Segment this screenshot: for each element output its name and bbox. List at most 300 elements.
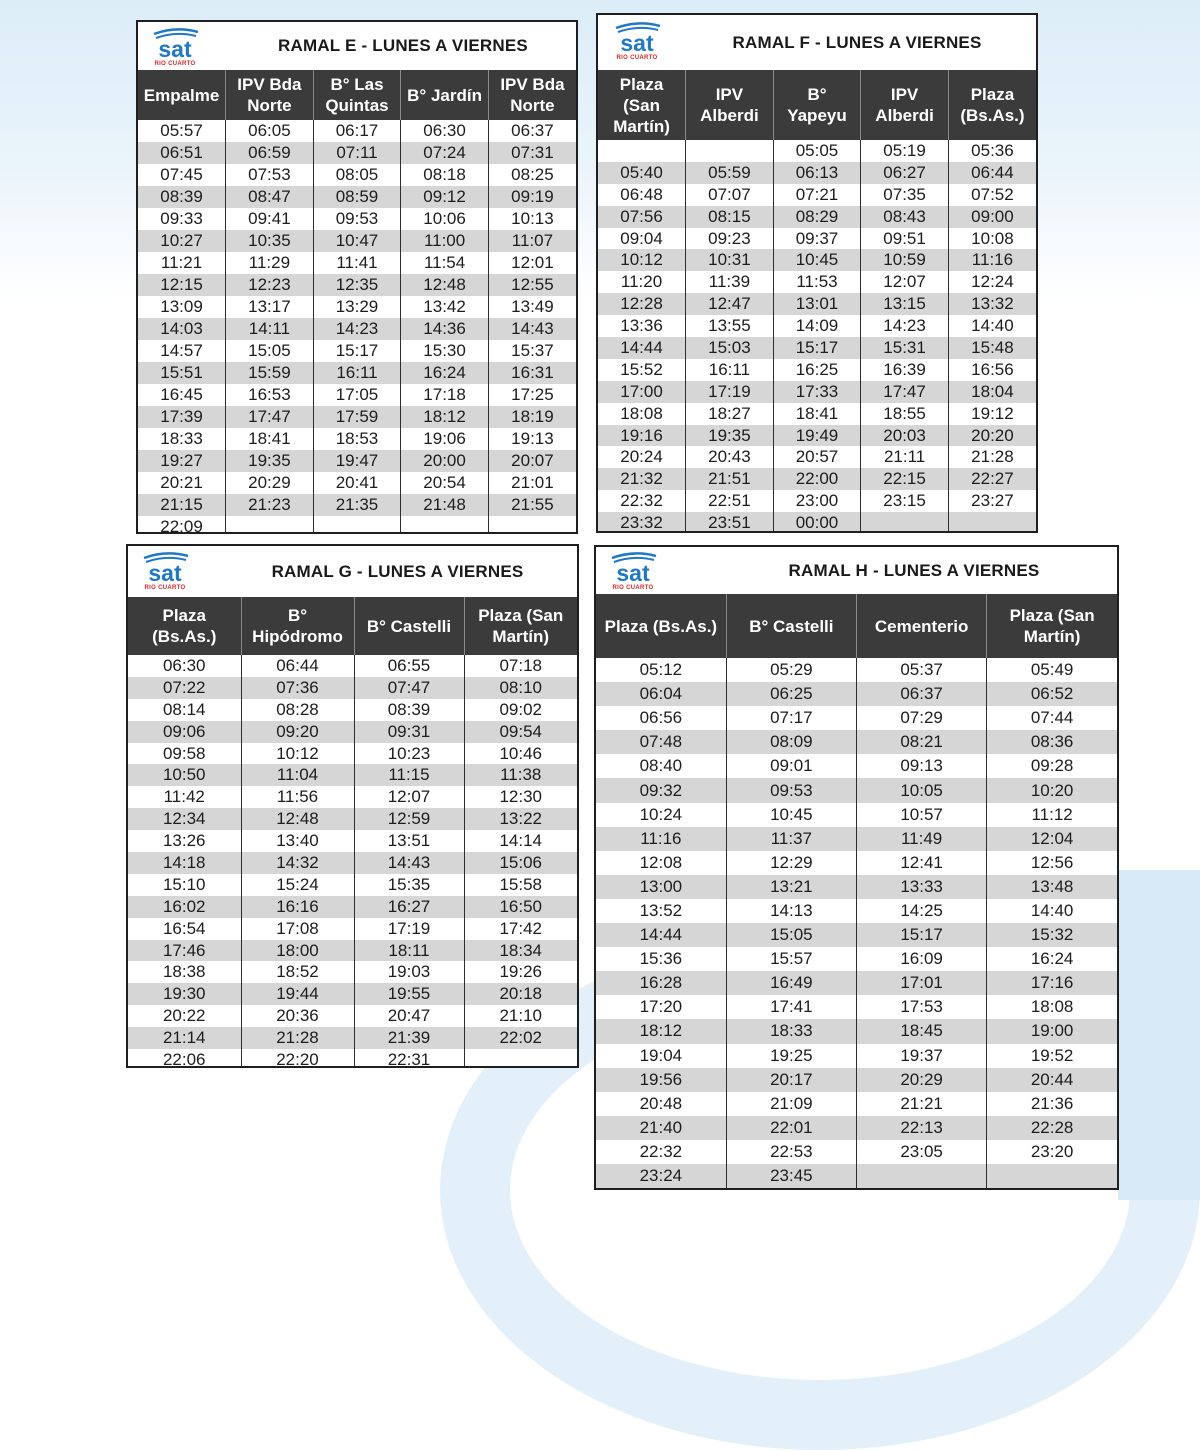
time-cell: 13:51 xyxy=(354,830,464,852)
time-cell: 10:06 xyxy=(401,208,489,230)
time-cell: 16:09 xyxy=(857,947,987,971)
time-cell: 08:47 xyxy=(226,186,314,208)
table-header-row xyxy=(598,70,1036,140)
time-cell: 11:16 xyxy=(596,827,726,851)
table-row xyxy=(138,516,576,534)
time-cell: 08:21 xyxy=(857,730,987,754)
time-cell: 18:27 xyxy=(686,403,774,425)
table-row xyxy=(596,1164,1117,1188)
time-cell: 06:37 xyxy=(488,120,576,142)
table-row xyxy=(596,1019,1117,1043)
time-cell: 12:30 xyxy=(464,786,577,808)
table-row xyxy=(138,296,576,318)
time-cell: 05:49 xyxy=(987,658,1117,682)
time-cell: 13:33 xyxy=(857,875,987,899)
time-cell: 16:53 xyxy=(226,384,314,406)
time-cell: 05:36 xyxy=(948,140,1036,162)
time-cell: 12:15 xyxy=(138,274,226,296)
time-cell: 07:47 xyxy=(354,677,464,699)
time-cell: 15:05 xyxy=(226,340,314,362)
time-cell: 18:08 xyxy=(987,995,1117,1019)
table-row xyxy=(596,803,1117,827)
time-cell: 22:00 xyxy=(773,468,861,490)
time-cell: 06:44 xyxy=(948,162,1036,184)
table-row xyxy=(128,1027,577,1049)
time-cell: 14:25 xyxy=(857,899,987,923)
time-cell: 08:39 xyxy=(138,186,226,208)
sat-logo-text: sat xyxy=(616,560,650,584)
time-cell: 18:12 xyxy=(401,406,489,428)
time-cell: 17:25 xyxy=(488,384,576,406)
sat-logo-subtitle: RIO CUARTO xyxy=(612,585,654,591)
time-cell: 20:54 xyxy=(401,472,489,494)
time-cell: 10:05 xyxy=(857,778,987,802)
table-row xyxy=(596,875,1117,899)
time-cell: 07:52 xyxy=(948,184,1036,206)
time-cell: 21:15 xyxy=(138,494,226,516)
time-cell: 19:52 xyxy=(987,1044,1117,1068)
time-cell xyxy=(226,516,314,534)
panel-title: RAMAL F - LUNES A VIERNES xyxy=(732,32,982,52)
time-cell: 21:11 xyxy=(861,446,949,468)
time-cell: 12:48 xyxy=(401,274,489,296)
time-cell xyxy=(861,512,949,533)
time-cell: 15:17 xyxy=(313,340,401,362)
time-cell: 18:00 xyxy=(241,940,354,962)
time-cell: 15:35 xyxy=(354,874,464,896)
time-cell: 21:01 xyxy=(488,472,576,494)
time-cell: 14:40 xyxy=(948,315,1036,337)
time-cell: 18:11 xyxy=(354,940,464,962)
time-cell: 16:31 xyxy=(488,362,576,384)
time-cell: 15:05 xyxy=(726,923,856,947)
time-cell: 19:13 xyxy=(488,428,576,450)
time-cell: 17:08 xyxy=(241,918,354,940)
time-cell: 09:19 xyxy=(488,186,576,208)
time-cell: 14:40 xyxy=(987,899,1117,923)
time-cell: 20:29 xyxy=(857,1068,987,1092)
time-cell: 16:54 xyxy=(162,918,206,938)
time-cell: 20:03 xyxy=(861,425,949,447)
time-cell: 12:55 xyxy=(488,274,576,296)
panel-title: RAMAL E - LUNES A VIERNES xyxy=(278,36,528,55)
time-cell: 14:14 xyxy=(464,830,577,852)
table-row xyxy=(596,1092,1117,1116)
time-cell: 16:50 xyxy=(464,896,577,918)
table-row xyxy=(128,852,577,874)
column-header: B° Hipódromo xyxy=(241,597,354,655)
time-cell: 18:33 xyxy=(726,1019,856,1043)
time-cell: 07:44 xyxy=(987,706,1117,730)
time-cell: 11:04 xyxy=(241,764,354,786)
time-cell: 12:34 xyxy=(128,808,241,830)
time-cell: 06:37 xyxy=(857,682,987,706)
time-cell: 14:36 xyxy=(401,318,489,340)
panel-header xyxy=(596,547,1117,594)
time-cell: 10:31 xyxy=(686,249,774,271)
time-cell: 20:29 xyxy=(226,472,314,494)
time-cell: 21:51 xyxy=(686,468,774,490)
time-cell: 11:37 xyxy=(726,827,856,851)
time-cell: 17:18 xyxy=(401,384,489,406)
time-cell: 11:41 xyxy=(313,252,401,274)
time-cell: 07:36 xyxy=(241,677,354,699)
time-cell: 15:58 xyxy=(464,874,577,896)
table-header-row xyxy=(138,70,576,120)
time-cell: 23:32 xyxy=(598,512,686,533)
time-cell: 07:24 xyxy=(401,142,489,164)
time-cell: 17:47 xyxy=(226,406,314,428)
time-cell: 06:27 xyxy=(861,162,949,184)
column-header: IPV Alberdi xyxy=(861,70,949,140)
time-cell: 20:22 xyxy=(162,1006,206,1026)
time-cell: 12:04 xyxy=(987,827,1117,851)
time-cell: 17:20 xyxy=(639,997,683,1017)
time-cell: 10:50 xyxy=(128,764,241,786)
time-cell: 19:12 xyxy=(948,403,1036,425)
time-cell: 14:43 xyxy=(354,852,464,874)
table-row xyxy=(596,851,1117,875)
time-cell: 14:32 xyxy=(241,852,354,874)
time-cell: 22:01 xyxy=(726,1116,856,1140)
time-cell: 15:24 xyxy=(241,874,354,896)
panel-title: RAMAL H - LUNES A VIERNES xyxy=(788,560,1040,580)
time-cell xyxy=(464,1049,577,1068)
time-cell: 08:40 xyxy=(639,756,683,776)
table-row xyxy=(128,961,577,983)
time-cell: 09:31 xyxy=(354,721,464,743)
time-cell: 06:56 xyxy=(639,708,683,728)
time-cell: 19:04 xyxy=(639,1045,683,1065)
table-row xyxy=(128,983,577,1005)
time-cell: 09:33 xyxy=(160,209,203,228)
sat-logo xyxy=(608,22,666,61)
column-header: Cementerio xyxy=(857,594,987,658)
time-cell: 20:20 xyxy=(948,425,1036,447)
column-header: B° Castelli xyxy=(726,594,856,658)
time-cell: 08:14 xyxy=(162,699,206,719)
table-row xyxy=(138,274,576,296)
time-cell: 21:10 xyxy=(464,1005,577,1027)
time-cell: 07:29 xyxy=(857,706,987,730)
time-cell: 15:48 xyxy=(948,337,1036,359)
time-cell: 05:29 xyxy=(726,658,856,682)
time-cell: 09:13 xyxy=(857,754,987,778)
column-header: IPV Bda Norte xyxy=(488,70,576,120)
table-row xyxy=(128,677,577,699)
table-row xyxy=(596,778,1117,802)
time-cell: 16:45 xyxy=(160,385,203,404)
column-header: Plaza (San Martín) xyxy=(987,594,1117,658)
time-cell: 07:31 xyxy=(488,142,576,164)
time-cell: 12:08 xyxy=(639,852,683,872)
time-cell: 16:39 xyxy=(861,359,949,381)
time-cell: 07:53 xyxy=(226,164,314,186)
time-cell: 13:32 xyxy=(948,293,1036,315)
table-row xyxy=(128,940,577,962)
time-cell: 19:16 xyxy=(598,425,686,447)
time-cell: 17:42 xyxy=(464,918,577,940)
time-cell: 16:11 xyxy=(313,362,401,384)
column-header: Plaza (San Martín) xyxy=(464,597,577,655)
time-cell: 16:11 xyxy=(686,359,774,381)
time-cell: 15:17 xyxy=(857,923,987,947)
time-cell: 20:36 xyxy=(241,1005,354,1027)
table-row xyxy=(138,230,576,252)
time-cell: 06:55 xyxy=(354,655,464,677)
time-cell: 18:38 xyxy=(162,962,206,982)
time-cell: 09:37 xyxy=(773,228,861,250)
time-cell: 10:23 xyxy=(354,743,464,765)
time-cell: 18:04 xyxy=(948,381,1036,403)
time-cell: 05:12 xyxy=(639,660,683,680)
table-row xyxy=(138,120,576,142)
time-cell: 13:42 xyxy=(401,296,489,318)
time-cell: 17:46 xyxy=(128,940,241,962)
time-cell: 13:52 xyxy=(639,900,683,920)
time-cell: 20:17 xyxy=(726,1068,856,1092)
column-header: B° Yapeyu xyxy=(773,70,861,140)
time-cell: 09:58 xyxy=(162,743,206,763)
table-row xyxy=(138,384,576,406)
time-cell: 16:24 xyxy=(401,362,489,384)
time-cell: 15:59 xyxy=(226,362,314,384)
table-row xyxy=(128,830,577,852)
time-cell: 15:17 xyxy=(773,337,861,359)
time-cell: 20:07 xyxy=(488,450,576,472)
table-row xyxy=(128,699,577,721)
time-cell: 19:35 xyxy=(226,450,314,472)
time-cell: 23:00 xyxy=(773,490,861,512)
table-row xyxy=(598,184,1036,206)
time-cell: 08:36 xyxy=(987,730,1117,754)
time-cell: 23:05 xyxy=(857,1140,987,1164)
time-cell: 10:12 xyxy=(241,743,354,765)
time-cell: 07:56 xyxy=(598,206,686,228)
panel-header xyxy=(138,22,576,70)
time-cell: 06:17 xyxy=(313,120,401,142)
time-cell: 20:44 xyxy=(987,1068,1117,1092)
time-cell xyxy=(987,1164,1117,1188)
time-cell: 12:24 xyxy=(948,271,1036,293)
time-cell: 17:00 xyxy=(598,381,686,403)
table-row xyxy=(598,140,1036,162)
table-row xyxy=(128,655,577,677)
sat-logo-text: sat xyxy=(148,560,182,584)
time-cell: 19:56 xyxy=(596,1068,726,1092)
time-cell: 06:51 xyxy=(138,142,226,164)
time-cell: 20:41 xyxy=(313,472,401,494)
time-cell: 10:12 xyxy=(598,249,686,271)
table-row xyxy=(598,249,1036,271)
time-cell: 10:35 xyxy=(226,230,314,252)
time-cell: 11:56 xyxy=(241,786,354,808)
time-cell: 21:09 xyxy=(726,1092,856,1116)
time-cell: 08:09 xyxy=(726,730,856,754)
time-cell: 07:17 xyxy=(726,706,856,730)
sat-logo-text: sat xyxy=(158,36,192,60)
time-cell: 19:30 xyxy=(128,983,241,1005)
table-row xyxy=(128,808,577,830)
time-cell: 18:08 xyxy=(620,403,663,423)
time-cell: 07:35 xyxy=(861,184,949,206)
table-row xyxy=(128,874,577,896)
time-cell: 14:57 xyxy=(160,341,203,360)
time-cell: 05:19 xyxy=(861,140,949,162)
time-cell xyxy=(313,516,401,534)
time-cell: 11:20 xyxy=(620,272,663,292)
table-row xyxy=(128,896,577,918)
time-cell: 20:21 xyxy=(160,473,203,492)
time-cell: 17:59 xyxy=(313,406,401,428)
table-row xyxy=(138,494,576,516)
table-row xyxy=(138,472,576,494)
time-cell: 19:44 xyxy=(241,983,354,1005)
time-cell: 16:56 xyxy=(948,359,1036,381)
time-cell: 10:24 xyxy=(639,804,683,824)
time-cell xyxy=(598,140,686,162)
sat-logo-icon xyxy=(604,552,662,584)
schedule-table xyxy=(596,594,1117,1188)
time-cell xyxy=(686,140,774,162)
schedule-table xyxy=(138,70,576,534)
schedule-panel-ramal-e xyxy=(136,20,578,534)
time-cell: 15:10 xyxy=(162,874,206,894)
time-cell: 15:36 xyxy=(639,949,683,969)
time-cell: 14:43 xyxy=(488,318,576,340)
time-cell: 07:48 xyxy=(596,730,726,754)
table-row xyxy=(596,754,1117,778)
panel-title: RAMAL G - LUNES A VIERNES xyxy=(271,561,524,581)
time-cell: 13:55 xyxy=(686,315,774,337)
time-cell: 15:32 xyxy=(987,923,1117,947)
time-cell: 22:28 xyxy=(987,1116,1117,1140)
time-cell: 18:34 xyxy=(464,940,577,962)
time-cell: 00:00 xyxy=(773,512,861,533)
time-cell: 10:46 xyxy=(464,743,577,765)
schedule-table xyxy=(598,70,1036,533)
table-row xyxy=(596,899,1117,923)
column-header: B° Jardín xyxy=(401,70,489,120)
column-header: B° Castelli xyxy=(354,597,464,655)
table-header-row xyxy=(596,594,1117,658)
panel-header xyxy=(598,15,1036,70)
time-cell: 08:39 xyxy=(354,699,464,721)
time-cell: 12:07 xyxy=(354,786,464,808)
table-row xyxy=(138,164,576,186)
time-cell: 13:01 xyxy=(773,293,861,315)
time-cell: 18:53 xyxy=(313,428,401,450)
time-cell: 11:38 xyxy=(464,764,577,786)
time-cell: 16:02 xyxy=(128,896,241,918)
time-cell: 20:24 xyxy=(620,447,663,467)
time-cell: 19:25 xyxy=(726,1044,856,1068)
time-cell: 12:29 xyxy=(726,851,856,875)
time-cell xyxy=(857,1164,987,1188)
time-cell: 13:48 xyxy=(987,875,1117,899)
time-cell: 06:48 xyxy=(620,184,663,204)
table-row xyxy=(598,381,1036,403)
time-cell: 22:27 xyxy=(948,468,1036,490)
time-cell: 09:12 xyxy=(401,186,489,208)
time-cell: 06:30 xyxy=(162,655,206,675)
time-cell: 19:49 xyxy=(773,425,861,447)
time-cell: 10:45 xyxy=(773,249,861,271)
table-row xyxy=(598,468,1036,490)
time-cell: 19:03 xyxy=(354,961,464,983)
table-row xyxy=(598,293,1036,315)
table-row xyxy=(128,918,577,940)
time-cell: 05:59 xyxy=(686,162,774,184)
time-cell: 07:11 xyxy=(313,142,401,164)
time-cell: 12:47 xyxy=(686,293,774,315)
time-cell: 18:45 xyxy=(857,1019,987,1043)
table-row xyxy=(598,228,1036,250)
time-cell: 09:41 xyxy=(226,208,314,230)
time-cell: 14:44 xyxy=(596,923,726,947)
time-cell: 08:29 xyxy=(773,206,861,228)
table-row xyxy=(128,743,577,765)
time-cell: 07:45 xyxy=(160,165,203,184)
column-header: Plaza (Bs.As.) xyxy=(128,597,241,655)
time-cell xyxy=(948,512,1036,533)
time-cell: 21:40 xyxy=(596,1116,726,1140)
time-cell: 11:00 xyxy=(401,230,489,252)
time-cell: 12:07 xyxy=(861,271,949,293)
time-cell: 11:53 xyxy=(773,271,861,293)
time-cell: 20:48 xyxy=(639,1093,683,1113)
time-cell: 06:44 xyxy=(241,655,354,677)
table-row xyxy=(138,406,576,428)
time-cell: 06:04 xyxy=(596,682,726,706)
time-cell: 12:28 xyxy=(598,293,686,315)
time-cell: 10:20 xyxy=(987,778,1117,802)
time-cell: 17:47 xyxy=(861,381,949,403)
time-cell: 07:21 xyxy=(773,184,861,206)
time-cell: 06:25 xyxy=(726,682,856,706)
time-cell: 15:30 xyxy=(401,340,489,362)
time-cell: 18:19 xyxy=(488,406,576,428)
table-row xyxy=(598,359,1036,381)
time-cell: 23:20 xyxy=(987,1140,1117,1164)
time-cell: 12:01 xyxy=(488,252,576,274)
time-cell: 10:13 xyxy=(488,208,576,230)
table-row xyxy=(596,682,1117,706)
time-cell: 17:33 xyxy=(773,381,861,403)
time-cell: 14:03 xyxy=(138,318,226,340)
time-cell: 09:04 xyxy=(620,228,663,248)
time-cell: 16:24 xyxy=(987,947,1117,971)
column-header: IPV Alberdi xyxy=(686,70,774,140)
time-cell: 15:51 xyxy=(138,362,226,384)
time-cell: 20:57 xyxy=(773,446,861,468)
sat-logo-subtitle: RIO CUARTO xyxy=(154,61,196,67)
time-cell: 21:55 xyxy=(488,494,576,516)
time-cell: 19:27 xyxy=(138,450,226,472)
time-cell: 20:18 xyxy=(464,983,577,1005)
time-cell: 22:06 xyxy=(162,1049,206,1068)
column-header: Plaza (Bs.As.) xyxy=(948,70,1036,140)
time-cell: 17:16 xyxy=(987,971,1117,995)
time-cell: 10:45 xyxy=(726,803,856,827)
time-cell: 19:37 xyxy=(857,1044,987,1068)
time-cell: 16:49 xyxy=(726,971,856,995)
time-cell: 15:57 xyxy=(726,947,856,971)
time-cell: 13:17 xyxy=(226,296,314,318)
time-cell: 21:35 xyxy=(313,494,401,516)
time-cell: 09:06 xyxy=(128,721,241,743)
time-cell: 23:51 xyxy=(686,512,774,533)
